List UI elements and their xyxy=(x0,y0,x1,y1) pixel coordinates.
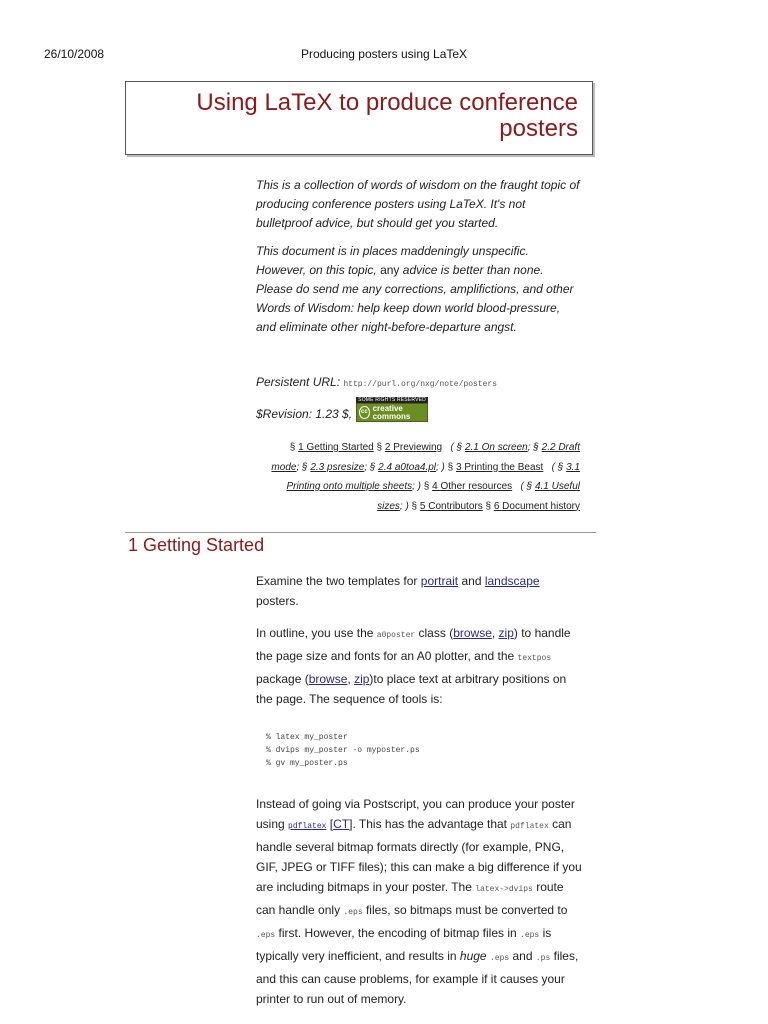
toc-link-5[interactable]: 5 Contributors xyxy=(419,500,483,512)
toc-link-2-4[interactable]: 2.4 a0toa4.pl xyxy=(378,461,436,473)
eps-code-2: .eps xyxy=(256,931,276,940)
toc-link-6[interactable]: 6 Document history xyxy=(493,500,580,512)
persistent-url-row xyxy=(256,375,497,389)
portrait-link[interactable]: portrait xyxy=(420,574,459,588)
eps-code-4: .eps xyxy=(489,954,510,963)
intro-paragraph-2 xyxy=(256,242,582,337)
body-paragraph-3: Instead of going via Postscript, you can produce your poster using pdflatex [CT]. This has the advantage that pdflatex can handle several bitmap formats directly (for example, PNG, GIF, JPEG or TIFF files); this can make a big difference if you are including bitmaps in your poster. The latex->dvips route can handle only .eps files, so bitmaps must be converted to .eps first. However, the encoding of bitmap files in .eps is typically very inefficient, and results in huge .eps and .ps files, and this can cause problems, for example if it causes your printer to run out of memory. xyxy=(256,797,582,1006)
toc-link-4[interactable]: 4 Other resources xyxy=(432,481,513,492)
intro-p2-before: This document is in places maddeningly unspecific. However, on this topic, xyxy=(256,244,529,277)
p1-text-a: Examine the two templates for xyxy=(256,574,418,588)
huge-emphasis: huge xyxy=(459,949,487,963)
ct-link[interactable]: CT xyxy=(333,817,350,831)
toc-link-3[interactable]: 3 Printing the Beast xyxy=(456,461,544,473)
toc-link-2-3[interactable]: 2.3 psresize xyxy=(310,461,365,473)
toc-link-2-2[interactable]: 2.2 Draft mode xyxy=(271,442,580,473)
toc-link-2[interactable]: 2 Previewing xyxy=(384,442,443,453)
p2-text-a: In outline, you use the xyxy=(256,626,374,640)
cc-badge-bottom xyxy=(356,403,428,422)
revision-label: $Revision: 1.23 $, xyxy=(256,407,353,421)
cc-badge-top: SOME RIGHTS RESERVED xyxy=(356,397,428,403)
zip-link-2[interactable]: zip xyxy=(354,672,370,686)
intro-p2-after: advice is better than none. Please do send me any corrections, amplifictions, and other Words of Wisdom: help keep down world blood-pressure, and eliminate other night-before-departure angst. xyxy=(256,263,574,334)
toc-link-2-1[interactable]: 2.1 On screen xyxy=(464,442,528,453)
toc-link-1[interactable]: 1 Getting Started xyxy=(298,442,374,453)
section-heading-getting-started: 1 Getting Started xyxy=(128,535,265,555)
browse-link-1[interactable]: browse xyxy=(453,626,492,640)
pdflatex-code: pdflatex xyxy=(510,822,549,831)
section-divider xyxy=(125,532,596,533)
p2-text-e: )to place text at arbitrary positions on the page. The sequence of tools is: xyxy=(256,672,567,706)
p1-and: and xyxy=(461,574,482,588)
p1-text-b: posters. xyxy=(256,594,299,608)
persistent-url-label: Persistent URL: xyxy=(256,375,341,389)
p2-text-d: package ( xyxy=(256,672,309,686)
toc-link-4-1[interactable]: 4.1 Useful sizes xyxy=(377,481,580,512)
p3-text-a: Instead of going via Postscript, you can produce your poster using xyxy=(256,797,575,831)
zip-link-1[interactable]: zip xyxy=(498,626,514,640)
code-line: % latex my_poster xyxy=(266,733,348,742)
latex-dvips-code: latex->dvips xyxy=(475,885,533,894)
p3-text-b: . This has the advantage that xyxy=(352,817,508,831)
creative-commons-badge[interactable] xyxy=(356,397,428,421)
textpos-code: textpos xyxy=(517,654,552,663)
eps-code-1: .eps xyxy=(343,908,363,917)
header-date: 26/10/2008 xyxy=(44,47,105,61)
p2-text-c: ) to handle the page size and fonts for an A0 plotter, and the xyxy=(256,626,571,663)
eps-code-3: .eps xyxy=(520,931,540,940)
table-of-contents: § 1 Getting Started § 2 Previewing ( § 2.1 On screen; § 2.2 Draft mode; § 2.3 psresize; § 2.4 a0toa4.pl; ) § 3 Printing the Beast ( § 3.1 Printing onto multiple sheets; ) § 4 Other resources ( § 4.1 Useful sizes; ) § 5 Contributors § 6 Document history xyxy=(271,442,580,512)
cc-logo-icon: cc xyxy=(359,406,370,419)
cc-badge-text: creative commons xyxy=(372,403,411,421)
toc-link-3-1[interactable]: 3.1 Printing onto multiple sheets xyxy=(286,461,580,492)
p3-text-c: can handle several bitmap formats directly (for example, PNG, GIF, JPEG or TIFF files); this can make a big difference if you are including bitmaps in your poster. The xyxy=(256,817,582,894)
code-block xyxy=(266,731,582,770)
p3-text-g: is typically very inefficient, and results in xyxy=(256,926,552,963)
intro-paragraph-1: This is a collection of words of wisdom on the fraught topic of producing conference posters using LaTeX. It's not bulletproof advice, but should get you started. xyxy=(256,178,580,230)
intro-any: any xyxy=(380,263,400,277)
persistent-url-link[interactable]: http://purl.org/nxg/note/posters xyxy=(343,380,497,389)
body-paragraph-2: In outline, you use the a0poster class (browse, zip) to handle the page size and fonts for an A0 plotter, and the textpos package (browse, zip)to place text at arbitrary positions on the page. The sequence of tools is: xyxy=(256,626,571,706)
p2-text-b: class ( xyxy=(418,626,454,640)
code-line: % gv my_poster.ps xyxy=(266,759,348,768)
p3-text-e: files, so bitmaps must be converted to xyxy=(365,903,568,917)
revision-row xyxy=(256,397,428,421)
p3-text-d: route can handle only xyxy=(256,880,564,917)
p3-text-h: and xyxy=(512,949,533,963)
body-paragraph-1 xyxy=(256,571,582,611)
browse-link-2[interactable]: browse xyxy=(308,672,348,686)
header-title: Producing posters using LaTeX xyxy=(300,47,468,61)
intro-section xyxy=(256,176,582,346)
p3-text-f: first. However, the encoding of bitmap files in xyxy=(278,926,517,940)
page-title: Using LaTeX to produce conference posters xyxy=(196,89,578,142)
pdflatex-link[interactable]: pdflatex xyxy=(288,822,327,831)
title-box xyxy=(125,81,593,155)
code-line: % dvips my_poster -o myposter.ps xyxy=(266,746,420,755)
p3-text-i: files, and this can cause problems, for example if it causes your printer to run out of memory. xyxy=(256,949,579,1006)
landscape-link[interactable]: landscape xyxy=(484,574,540,588)
a0poster-code: a0poster xyxy=(376,631,416,640)
section-body xyxy=(256,571,582,1021)
ps-code: .ps xyxy=(535,954,551,963)
